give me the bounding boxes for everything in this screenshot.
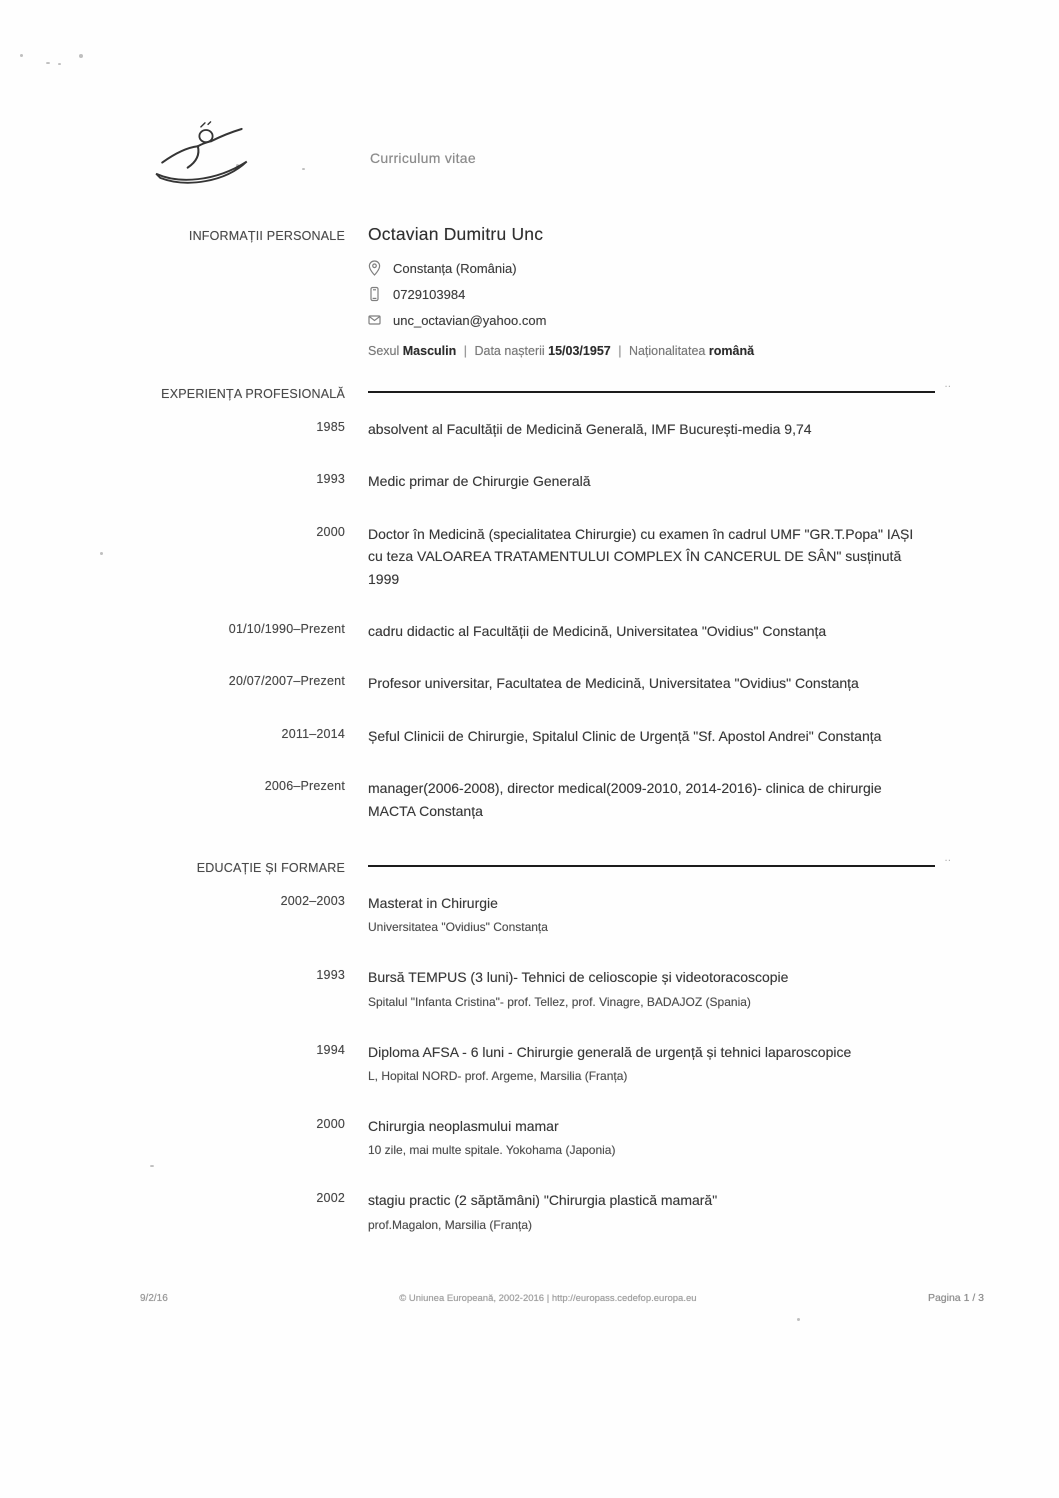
- cv-content: [0, 224, 951, 1264]
- entry-date: 2000: [316, 1117, 345, 1132]
- entry-date: 2000: [316, 524, 345, 539]
- scan-noise: [46, 62, 50, 64]
- experience-section-label: EXPERIENȚA PROFESIONALĂ: [161, 387, 345, 401]
- meta-separator: |: [463, 344, 467, 358]
- entry-title: cadru didactic al Facultății de Medicină, Universitatea "Ovidius" Constanța: [368, 622, 827, 639]
- entry-subtitle: Spitalul "Infanta Cristina"- prof. Tellez, prof. Vinagre, BADAJOZ (Spania): [368, 994, 751, 1009]
- education-entries: [0, 892, 948, 1234]
- footer-copyright: © Uniunea Europeană, 2002-2016 | http://europass.cedefop.europa.eu: [399, 1293, 697, 1304]
- footer-date: 9/2/16: [140, 1293, 168, 1304]
- personal-meta: [368, 344, 916, 358]
- scan-noise: [58, 63, 61, 65]
- education-entry: [0, 966, 948, 1010]
- entry-subtitle: prof.Magalon, Marsilia (Franța): [368, 1217, 533, 1232]
- experience-section-heading: [0, 379, 951, 401]
- entry-date: 2002: [316, 1191, 345, 1206]
- entry-title: absolvent al Facultății de Medicină Generală, IMF București-media 9,74: [368, 421, 812, 437]
- meta-separator: |: [618, 344, 622, 358]
- entry-date: 20/07/2007–Prezent: [228, 674, 345, 689]
- experience-entry: [0, 470, 948, 492]
- education-entry: [0, 892, 948, 936]
- scan-noise: [797, 1318, 800, 1321]
- europass-flying-figure-logo-icon: [150, 120, 262, 198]
- entry-date: 2006–Prezent: [264, 779, 345, 794]
- experience-entry: [0, 725, 948, 747]
- phone-text: 0729103984: [393, 286, 466, 302]
- nationality-label: Naționalitatea: [628, 344, 706, 358]
- entry-title: Profesor universitar, Facultatea de Medicină, Universitatea "Ovidius" Constanța: [368, 675, 859, 692]
- address-text: Constanța (România): [393, 260, 517, 276]
- entry-date: 1993: [316, 472, 345, 487]
- entry-title: Masterat in Chirurgie: [368, 894, 498, 911]
- education-entry: [0, 1189, 948, 1233]
- entry-date: 1994: [316, 1042, 345, 1057]
- entry-subtitle: L, Hopital NORD- prof. Argeme, Marsilia (Franța): [368, 1069, 628, 1084]
- entry-title: Chirurgia neoplasmului mamar: [368, 1118, 559, 1135]
- experience-entry: [0, 523, 948, 590]
- nationality-value: română: [708, 344, 755, 358]
- entry-date: 01/10/1990–Prezent: [228, 621, 345, 636]
- education-entry: [0, 1041, 948, 1085]
- document-title: Curriculum vitae: [370, 150, 476, 166]
- birthdate-value: 15/03/1957: [548, 344, 611, 358]
- email-text: unc_octavian@yahoo.com: [393, 312, 547, 328]
- entry-date: 2002–2003: [280, 893, 345, 908]
- entry-date: 1985: [316, 420, 345, 434]
- scan-noise: [79, 54, 83, 58]
- footer-page-number: Pagina 1 / 3: [927, 1292, 984, 1304]
- education-section-heading: [0, 852, 951, 875]
- email-envelope-icon: [368, 312, 381, 328]
- entry-title: Șeful Clinicii de Chirurgie, Spitalul Clinic de Urgență "Sf. Apostol Andrei" Constanța: [368, 727, 882, 744]
- phone-line: [368, 286, 916, 302]
- page-footer: [140, 1292, 984, 1304]
- scan-noise: [302, 168, 305, 170]
- entry-title: Bursă TEMPUS (3 luni)- Tehnici de celioscopie și videotoracoscopie: [368, 969, 789, 986]
- entry-subtitle: Universitatea "Ovidius" Constanța: [368, 920, 548, 935]
- education-section-label: EDUCAȚIE ȘI FORMARE: [196, 860, 345, 875]
- person-name: Octavian Dumitru Unc: [368, 224, 544, 244]
- section-divider: [368, 379, 951, 393]
- experience-entry: [0, 777, 948, 822]
- personal-section-label: INFORMAȚII PERSONALE: [188, 229, 345, 243]
- birthdate-label: Data nașterii: [474, 344, 545, 358]
- contact-list: [368, 260, 916, 328]
- sex-value: Masculin: [402, 344, 457, 358]
- phone-icon: [368, 286, 381, 302]
- entry-subtitle: 10 zile, mai multe spitale. Yokohama (Japonia): [368, 1143, 616, 1158]
- scan-noise: ‥: [944, 379, 951, 390]
- entry-title: Diploma AFSA - 6 luni - Chirurgie generală de urgență și tehnici laparoscopice: [368, 1043, 852, 1060]
- section-divider: [368, 852, 951, 867]
- entry-date: 1993: [316, 968, 345, 983]
- scan-noise: ‥: [944, 852, 951, 864]
- address-line: [368, 260, 916, 276]
- personal-info-section: [0, 224, 948, 358]
- education-entry: [0, 1115, 948, 1159]
- entry-title: stagiu practic (2 săptămâni) "Chirurgia plastică mamară": [368, 1192, 718, 1209]
- entry-title: Doctor în Medicină (specialitatea Chirurgie) cu examen în cadrul UMF "GR.T.Popa" IAȘI cu teza VALOAREA TRATAMENTULUI COMPLEX ÎN CANCERUL DE SÂN" susținută 1999: [368, 525, 914, 587]
- sex-label: Sexul: [368, 344, 400, 358]
- experience-entry: [0, 418, 948, 440]
- email-line: [368, 312, 916, 328]
- experience-entry: [0, 620, 948, 642]
- entry-date: 2011–2014: [281, 726, 345, 741]
- scan-noise: [20, 54, 23, 57]
- experience-entry: [0, 672, 948, 694]
- experience-entries: [0, 418, 948, 822]
- entry-title: manager(2006-2008), director medical(2009-2010, 2014-2016)- clinica de chirurgie MACTA Constanța: [368, 780, 882, 819]
- entry-title: Medic primar de Chirurgie Generală: [368, 473, 591, 490]
- location-pin-icon: [368, 260, 381, 276]
